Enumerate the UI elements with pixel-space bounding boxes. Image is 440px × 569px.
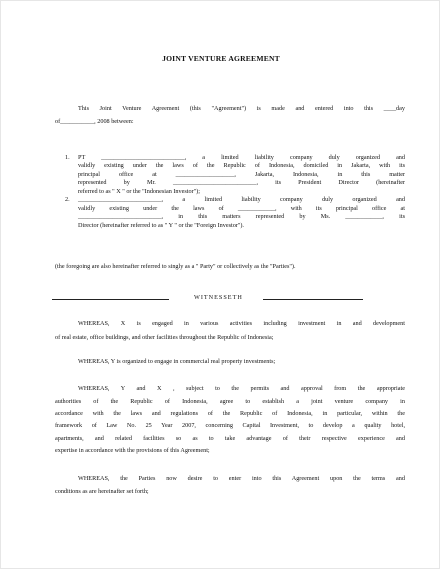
whereas-3-line-1: WHEREAS, Y and X , subject to the permits and approval from the appropriate bbox=[78, 385, 405, 392]
whereas-3-line-3: accordance with the laws and regulations of the Republic of Indonesia, in particular, within the bbox=[55, 410, 405, 417]
party-1-line-2: validly existing under the laws of the Republic of Indonesia, domiciled in Jakarta, with its bbox=[78, 162, 405, 169]
party-2-line-4: Director (hereinafter referred to as " Y " or the "Foreign Investor"). bbox=[78, 222, 244, 229]
party-2-line-2: validly existing under the laws of ____________, with its principal office at bbox=[78, 205, 405, 212]
party-1-line-5: referred to as " X " or the "Indonesian Investor"); bbox=[78, 188, 200, 195]
whereas-1-line-2: of real estate, office buildings, and other facilities throughout the Republic of Indonesia; bbox=[55, 334, 274, 341]
whereas-4-line-1: WHEREAS, the Parties now desire to enter into this Agreement upon the terms and bbox=[78, 475, 405, 482]
document-title: JOINT VENTURE AGREEMENT bbox=[162, 54, 280, 63]
whereas-3-line-2: authorities of the Republic of Indonesia, agree to establish a joint venture company in bbox=[55, 398, 405, 405]
whereas-1-line-1: WHEREAS, X is engaged in various activities including investment in and development bbox=[78, 320, 405, 327]
party-2-number: 2. bbox=[65, 196, 70, 203]
intro-line-2: of___________, 2008 between: bbox=[55, 118, 134, 125]
party-2-line-1: ___________________________, a limited liability company duly organized and bbox=[78, 196, 405, 203]
party-1-line-4: represented by Mr. ___________________________, its President Director (hereinafter bbox=[78, 179, 405, 186]
whereas-4-line-2: conditions as are hereinafter set forth; bbox=[55, 488, 149, 495]
witnesseth-heading: WITNESSETH bbox=[194, 294, 243, 301]
party-2-line-3: ___________________________, in this matters represented by Ms. ____________, its bbox=[78, 213, 405, 220]
party-1-line-3: principal office at ___________________, Jakarta, Indonesia, in this matter bbox=[78, 171, 405, 178]
party-1-line-1: PT ___________________________, a limited liability company duly organized and bbox=[78, 154, 405, 161]
whereas-3-line-6: expertise in accordance with the provisions of this Agreement; bbox=[55, 447, 210, 454]
intro-line-1: This Joint Venture Agreement (this "Agreement") is made and entered into this ____day bbox=[78, 105, 405, 112]
party-1-number: 1. bbox=[65, 154, 70, 161]
whereas-3-line-4: framework of Law No. 25 Year 2007, concerning Capital Investment, to develop a quality hotel, bbox=[55, 422, 405, 429]
foregoing-text: (the foregoing are also hereinafter referred to singly as a " Party" or collectively as the "Parties"). bbox=[55, 263, 296, 270]
whereas-2-line-1: WHEREAS, Y is organized to engage in commercial real property investments; bbox=[78, 358, 276, 365]
whereas-3-line-5: apartments, and related facilities so as to take advantage of their respective experience and bbox=[55, 435, 405, 442]
witnesseth-rule-left bbox=[52, 299, 169, 300]
witnesseth-rule-right bbox=[263, 299, 363, 300]
